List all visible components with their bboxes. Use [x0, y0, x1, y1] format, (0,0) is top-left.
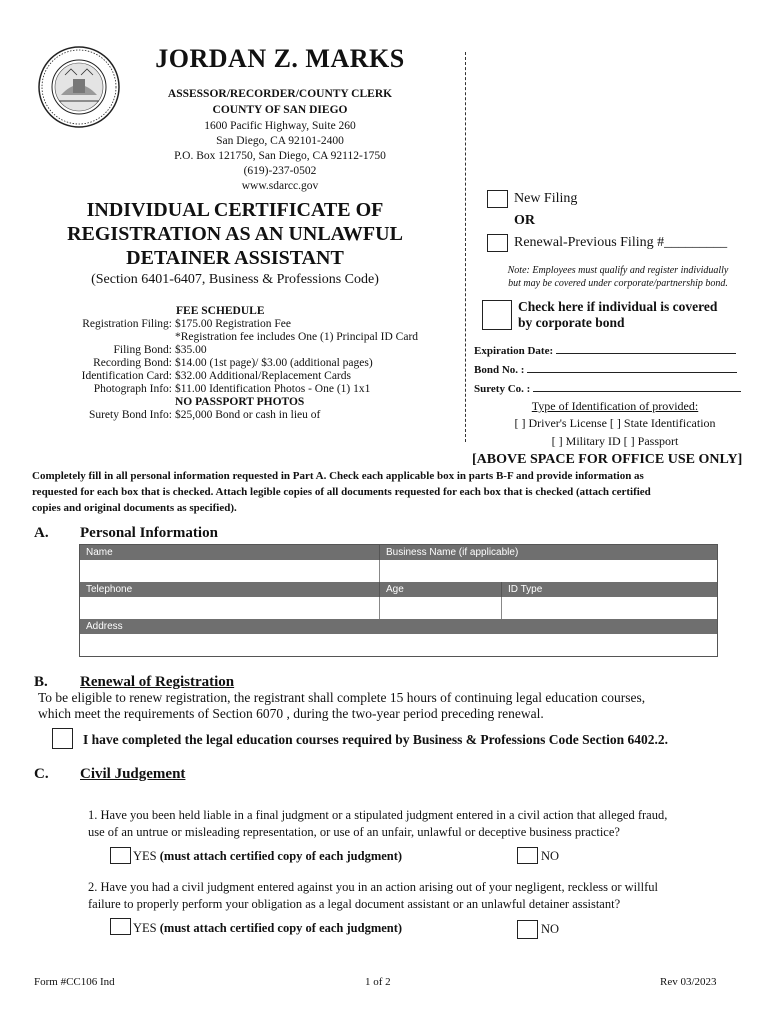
assessor-name: JORDAN Z. MARKS [155, 44, 405, 73]
new-filing-label: New Filing [514, 191, 578, 206]
section-c-letter: C. [34, 766, 49, 782]
q2-no-checkbox[interactable] [517, 920, 538, 939]
phone: (619)-237-0502 [243, 165, 317, 177]
address-line2: San Diego, CA 92101-2400 [216, 135, 344, 147]
id-type-options-1[interactable]: [ ] Driver's License [ ] State Identification [514, 416, 716, 430]
assessor-title: ASSESSOR/RECORDER/COUNTY CLERK [167, 88, 393, 100]
legal-education-label: I have completed the legal education courses required by Business & Professions Code Section 6402.2. [83, 732, 669, 747]
fee-schedule-heading: FEE SCHEDULE [176, 305, 265, 317]
telephone-header: Telephone [80, 582, 380, 597]
business-name-header: Business Name (if applicable) [380, 545, 717, 560]
address-line1: 1600 Pacific Highway, Suite 260 [204, 120, 356, 132]
corporate-bond-checkbox[interactable] [482, 300, 512, 330]
fee-row: Surety Bond Info: $25,000 Bond or cash in lieu of [88, 409, 321, 421]
id-type-input[interactable] [502, 597, 717, 619]
q1-no-label: NO [541, 849, 560, 863]
section-a-title: Personal Information [80, 525, 218, 541]
new-filing-checkbox[interactable] [487, 190, 508, 208]
section-c-title: Civil Judgement [80, 766, 186, 782]
address-input[interactable] [80, 634, 717, 656]
section-b-title: Renewal of Registration [80, 674, 235, 690]
age-header: Age [380, 582, 502, 597]
fee-row: Registration Filing: $175.00 Registration Fee [82, 318, 291, 330]
form-number: Form #CC106 Ind [34, 976, 115, 988]
q2-yes-checkbox[interactable] [110, 918, 131, 935]
renewal-checkbox[interactable] [487, 234, 508, 252]
q2-no-label: NO [541, 922, 560, 936]
legal-education-checkbox[interactable] [52, 728, 73, 749]
q1-yes-label: YES (must attach certified copy of each judgment) [133, 849, 403, 863]
renewal-requirements-text: To be eligible to renew registration, the registrant shall complete 15 hours of continuing legal education courses, which meet the requirements of Section 6070 , during the two-year period preceding renewal. [38, 690, 646, 721]
fee-row: Identification Card: $32.00 Additional/Replacement Cards [81, 370, 351, 382]
id-type-heading: Type of Identification of provided: [531, 399, 699, 413]
fee-row: NO PASSPORT PHOTOS [175, 396, 305, 408]
q1-no-checkbox[interactable] [517, 847, 538, 864]
question-2: 2. Have you had a civil judgment entered against you in an action arising out of your negligent, reckless or willful failure to properly perform your obligation as a legal document assistant or an unlawful detainer assistant? [88, 880, 658, 911]
po-box: P.O. Box 121750, San Diego, CA 92112-1750 [174, 150, 386, 162]
age-input[interactable] [380, 597, 502, 619]
office-use-divider [465, 52, 466, 442]
office-use-banner: [ABOVE SPACE FOR OFFICE USE ONLY] [472, 452, 743, 467]
id-type-options-2[interactable]: [ ] Military ID [ ] Passport [551, 434, 679, 448]
fee-row: Filing Bond: $35.00 [113, 344, 207, 356]
form-title: INDIVIDUAL CERTIFICATE OF REGISTRATION AS AN UNLAWFUL DETAINER ASSISTANT [67, 199, 403, 269]
fee-row: *Registration fee includes One (1) Principal ID Card [175, 331, 419, 343]
fee-row: Recording Bond: $14.00 (1st page)/ $3.00 (additional pages) [93, 357, 373, 369]
corporate-bond-label: Check here if individual is covered by corporate bond [518, 299, 718, 330]
business-name-input[interactable] [380, 560, 717, 582]
instructions: Completely fill in all personal information requested in Part A. Check each applicable box in parts B-F and provide information as requested for each box that is checked. Attach legible copies of all documents requested for each box that is checked (attach certified copies and original documents as specified). [32, 470, 651, 514]
website-link[interactable]: www.sdarcc.gov [241, 180, 319, 192]
fee-row: Photograph Info: $11.00 Identification Photos - One (1) 1x1 [93, 383, 371, 395]
address-header: Address [80, 619, 717, 634]
id-type-header: ID Type [502, 582, 717, 597]
revision-date: Rev 03/2023 [660, 976, 717, 988]
county-name: COUNTY OF SAN DIEGO [212, 104, 348, 116]
name-header: Name [80, 545, 380, 560]
county-seal-icon [37, 45, 121, 129]
form-subtitle: (Section 6401-6407, Business & Professions Code) [91, 272, 379, 287]
bond-no-field[interactable]: Bond No. : [474, 362, 737, 376]
renewal-label: Renewal-Previous Filing #_________ [514, 235, 728, 250]
surety-co-field[interactable]: Surety Co. : [474, 381, 741, 395]
question-1: 1. Have you been held liable in a final judgment or a stipulated judgment entered in a civil action that alleged fraud, use of an untrue or misleading representation, or use of an unfair, unlawful or deceptive business practice? [88, 808, 668, 839]
or-label: OR [514, 213, 535, 228]
page-number: 1 of 2 [365, 976, 391, 988]
telephone-input[interactable] [80, 597, 380, 619]
q1-yes-checkbox[interactable] [110, 847, 131, 864]
personal-info-table [79, 544, 718, 657]
section-a-letter: A. [34, 525, 49, 541]
name-input[interactable] [80, 560, 380, 582]
expiration-date-field[interactable]: Expiration Date: [474, 343, 736, 357]
q2-yes-label: YES (must attach certified copy of each judgment) [133, 921, 403, 935]
employee-note: Note: Employees must qualify and register individually but may be covered under corporate/partnership bond. [507, 265, 729, 289]
section-b-letter: B. [34, 674, 48, 690]
